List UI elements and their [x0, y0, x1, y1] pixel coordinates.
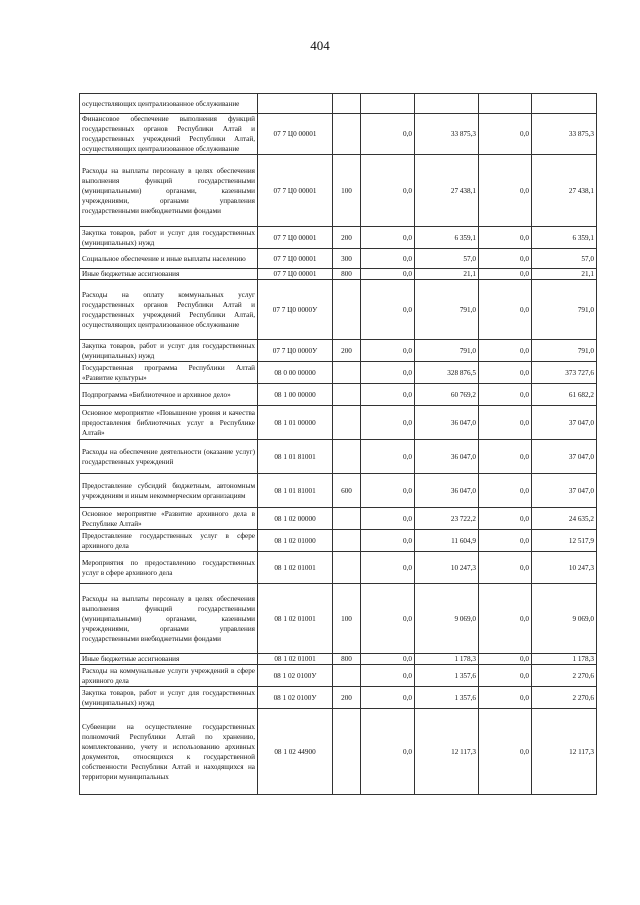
row-value-2: 328 876,5 — [415, 362, 479, 384]
row-value-3: 0,0 — [479, 584, 532, 654]
row-value-2: 1 357,6 — [415, 687, 479, 709]
row-code: 08 1 02 0100У — [258, 687, 333, 709]
row-name: осуществляющих централизованное обслуживание — [80, 94, 258, 114]
row-name: Предоставление государственных услуг в сфере архивного дела — [80, 530, 258, 552]
row-expense-type — [333, 384, 361, 406]
row-value-1: 0,0 — [361, 584, 415, 654]
table-row — [80, 155, 597, 227]
row-value-2: 10 247,3 — [415, 552, 479, 584]
row-value-2: 1 357,6 — [415, 665, 479, 687]
row-value-2: 23 722,2 — [415, 508, 479, 530]
row-code: 08 1 02 01001 — [258, 654, 333, 665]
row-value-3: 0,0 — [479, 687, 532, 709]
row-value-1: 0,0 — [361, 384, 415, 406]
row-value-1 — [361, 94, 415, 114]
row-value-1: 0,0 — [361, 269, 415, 280]
row-value-4: 61 682,2 — [532, 384, 597, 406]
row-name: Иные бюджетные ассигнования — [80, 269, 258, 280]
table-row — [80, 227, 597, 249]
row-name: Расходы на обеспечение деятельности (оказание услуг) государственных учреждений — [80, 440, 258, 474]
row-value-1: 0,0 — [361, 340, 415, 362]
table-row — [80, 440, 597, 474]
row-value-3: 0,0 — [479, 384, 532, 406]
row-code: 08 1 00 00000 — [258, 384, 333, 406]
row-value-4: 1 178,3 — [532, 654, 597, 665]
row-code — [258, 94, 333, 114]
row-value-2: 11 604,9 — [415, 530, 479, 552]
row-value-3: 0,0 — [479, 709, 532, 795]
row-expense-type — [333, 709, 361, 795]
row-code: 08 1 02 0100У — [258, 665, 333, 687]
row-code: 08 1 02 01001 — [258, 552, 333, 584]
table-row — [80, 654, 597, 665]
row-value-2: 60 769,2 — [415, 384, 479, 406]
row-expense-type: 100 — [333, 584, 361, 654]
row-name: Социальное обеспечение и иные выплаты населению — [80, 249, 258, 269]
row-value-3: 0,0 — [479, 280, 532, 340]
row-value-2: 21,1 — [415, 269, 479, 280]
row-code: 08 1 01 81001 — [258, 440, 333, 474]
row-value-4: 12 517,9 — [532, 530, 597, 552]
table-row — [80, 280, 597, 340]
row-name: Основное мероприятие «Повышение уровня и качества предоставления библиотечных услуг в Республике Алтай» — [80, 406, 258, 440]
row-name: Субвенции на осуществление государственных полномочий Республики Алтай по хранению, комплектованию, учету и использованию архивных документов, относящихся к государственной собственности Республики Алтай и находящихся на территории муниципальных — [80, 709, 258, 795]
row-value-4: 9 069,0 — [532, 584, 597, 654]
row-expense-type — [333, 362, 361, 384]
row-name: Закупка товаров, работ и услуг для государственных (муниципальных) нужд — [80, 687, 258, 709]
row-value-1: 0,0 — [361, 406, 415, 440]
row-value-4: 21,1 — [532, 269, 597, 280]
row-value-4: 12 117,3 — [532, 709, 597, 795]
row-value-1: 0,0 — [361, 665, 415, 687]
page-number: 404 — [310, 38, 330, 53]
row-value-4: 37 047,0 — [532, 406, 597, 440]
row-value-3: 0,0 — [479, 440, 532, 474]
row-expense-type: 800 — [333, 654, 361, 665]
row-name: Подпрограмма «Библиотечное и архивное дело» — [80, 384, 258, 406]
row-value-4: 37 047,0 — [532, 474, 597, 508]
row-value-1: 0,0 — [361, 440, 415, 474]
row-value-1: 0,0 — [361, 508, 415, 530]
row-value-1: 0,0 — [361, 709, 415, 795]
row-expense-type: 800 — [333, 269, 361, 280]
table-row — [80, 384, 597, 406]
row-value-2: 36 047,0 — [415, 474, 479, 508]
row-value-1: 0,0 — [361, 362, 415, 384]
row-value-4 — [532, 94, 597, 114]
row-expense-type: 200 — [333, 340, 361, 362]
row-name: Иные бюджетные ассигнования — [80, 654, 258, 665]
row-expense-type: 200 — [333, 227, 361, 249]
row-expense-type — [333, 440, 361, 474]
row-value-2: 1 178,3 — [415, 654, 479, 665]
table-row — [80, 340, 597, 362]
row-value-4: 37 047,0 — [532, 440, 597, 474]
row-name: Расходы на выплаты персоналу в целях обеспечения выполнения функций государственными (муниципальными) органами, казенными учреждениями, органами управления государственными внебюджетными фондами — [80, 155, 258, 227]
row-code: 07 7 Ц0 00001 — [258, 155, 333, 227]
row-value-1: 0,0 — [361, 114, 415, 155]
row-code: 08 1 02 00000 — [258, 508, 333, 530]
row-value-4: 24 635,2 — [532, 508, 597, 530]
table-row — [80, 249, 597, 269]
row-expense-type — [333, 280, 361, 340]
row-value-3: 0,0 — [479, 406, 532, 440]
row-expense-type — [333, 508, 361, 530]
row-name: Расходы на оплату коммунальных услуг государственных органов Республики Алтай и государственных учреждений Республики Алтай, осуществляющих централизованное обслуживание — [80, 280, 258, 340]
row-value-3: 0,0 — [479, 227, 532, 249]
row-value-2: 36 047,0 — [415, 440, 479, 474]
row-value-2: 791,0 — [415, 340, 479, 362]
table-row — [80, 530, 597, 552]
row-value-4: 6 359,1 — [532, 227, 597, 249]
row-name: Расходы на коммунальные услуги учреждений в сфере архивного дела — [80, 665, 258, 687]
table-row — [80, 665, 597, 687]
row-value-2: 36 047,0 — [415, 406, 479, 440]
row-code: 08 1 01 81001 — [258, 474, 333, 508]
table-row — [80, 269, 597, 280]
row-value-3: 0,0 — [479, 114, 532, 155]
table-row — [80, 406, 597, 440]
row-value-1: 0,0 — [361, 280, 415, 340]
row-name: Мероприятия по предоставлению государственных услуг в сфере архивного дела — [80, 552, 258, 584]
row-value-4: 791,0 — [532, 280, 597, 340]
row-value-2: 9 069,0 — [415, 584, 479, 654]
row-value-2: 6 359,1 — [415, 227, 479, 249]
row-value-1: 0,0 — [361, 552, 415, 584]
row-value-2: 791,0 — [415, 280, 479, 340]
row-value-1: 0,0 — [361, 249, 415, 269]
row-value-3: 0,0 — [479, 474, 532, 508]
row-value-2: 33 875,3 — [415, 114, 479, 155]
row-name: Закупка товаров, работ и услуг для государственных (муниципальных) нужд — [80, 340, 258, 362]
row-expense-type — [333, 665, 361, 687]
row-value-3: 0,0 — [479, 340, 532, 362]
row-value-1: 0,0 — [361, 530, 415, 552]
row-name: Расходы на выплаты персоналу в целях обеспечения выполнения функций государственными (муниципальными) органами, казенными учреждениями, органами управления государственными внебюджетными фондами — [80, 584, 258, 654]
row-expense-type — [333, 94, 361, 114]
row-value-3: 0,0 — [479, 362, 532, 384]
row-code: 08 1 01 00000 — [258, 406, 333, 440]
table-row — [80, 114, 597, 155]
row-name: Государственная программа Республики Алтай «Развитие культуры» — [80, 362, 258, 384]
row-value-2: 27 438,1 — [415, 155, 479, 227]
row-value-3: 0,0 — [479, 249, 532, 269]
row-expense-type: 200 — [333, 687, 361, 709]
row-expense-type: 600 — [333, 474, 361, 508]
row-value-3: 0,0 — [479, 530, 532, 552]
row-code: 07 7 Ц0 00001 — [258, 114, 333, 155]
row-value-4: 27 438,1 — [532, 155, 597, 227]
row-value-4: 2 270,6 — [532, 665, 597, 687]
row-code: 07 7 Ц0 00001 — [258, 249, 333, 269]
row-value-4: 791,0 — [532, 340, 597, 362]
row-code: 08 1 02 44900 — [258, 709, 333, 795]
row-value-3: 0,0 — [479, 269, 532, 280]
row-expense-type — [333, 530, 361, 552]
row-value-2: 12 117,3 — [415, 709, 479, 795]
row-expense-type — [333, 552, 361, 584]
row-code: 08 1 02 01001 — [258, 584, 333, 654]
row-value-3: 0,0 — [479, 665, 532, 687]
table-row — [80, 508, 597, 530]
table-row — [80, 552, 597, 584]
budget-table-body — [80, 94, 597, 795]
table-row — [80, 584, 597, 654]
row-value-1: 0,0 — [361, 227, 415, 249]
row-code: 07 7 Ц0 00001 — [258, 269, 333, 280]
row-name: Предоставление субсидий бюджетным, автономным учреждениям и иным некоммерческим организациям — [80, 474, 258, 508]
row-value-4: 33 875,3 — [532, 114, 597, 155]
row-value-3: 0,0 — [479, 508, 532, 530]
row-value-3: 0,0 — [479, 654, 532, 665]
row-expense-type — [333, 114, 361, 155]
row-value-1: 0,0 — [361, 654, 415, 665]
row-expense-type — [333, 406, 361, 440]
row-value-1: 0,0 — [361, 155, 415, 227]
row-value-2 — [415, 94, 479, 114]
row-code: 07 7 Ц0 0000У — [258, 340, 333, 362]
row-expense-type: 300 — [333, 249, 361, 269]
row-value-3: 0,0 — [479, 552, 532, 584]
row-code: 07 7 Ц0 0000У — [258, 280, 333, 340]
row-expense-type: 100 — [333, 155, 361, 227]
row-code: 08 0 00 00000 — [258, 362, 333, 384]
table-row — [80, 94, 597, 114]
row-value-1: 0,0 — [361, 474, 415, 508]
row-value-4: 57,0 — [532, 249, 597, 269]
table-row — [80, 362, 597, 384]
row-value-3: 0,0 — [479, 155, 532, 227]
table-row — [80, 687, 597, 709]
row-value-1: 0,0 — [361, 687, 415, 709]
row-code: 08 1 02 01000 — [258, 530, 333, 552]
table-row — [80, 474, 597, 508]
row-value-4: 373 727,6 — [532, 362, 597, 384]
row-value-4: 10 247,3 — [532, 552, 597, 584]
row-name: Финансовое обеспечение выполнения функций государственных органов Республики Алтай и государственных учреждений Республики Алтай, осуществляющих централизованное обслуживание — [80, 114, 258, 155]
row-name: Закупка товаров, работ и услуг для государственных (муниципальных) нужд — [80, 227, 258, 249]
row-value-2: 57,0 — [415, 249, 479, 269]
table-row — [80, 709, 597, 795]
budget-table — [79, 93, 597, 795]
row-name: Основное мероприятие «Развитие архивного дела в Республике Алтай» — [80, 508, 258, 530]
row-code: 07 7 Ц0 00001 — [258, 227, 333, 249]
row-value-4: 2 270,6 — [532, 687, 597, 709]
row-value-3 — [479, 94, 532, 114]
